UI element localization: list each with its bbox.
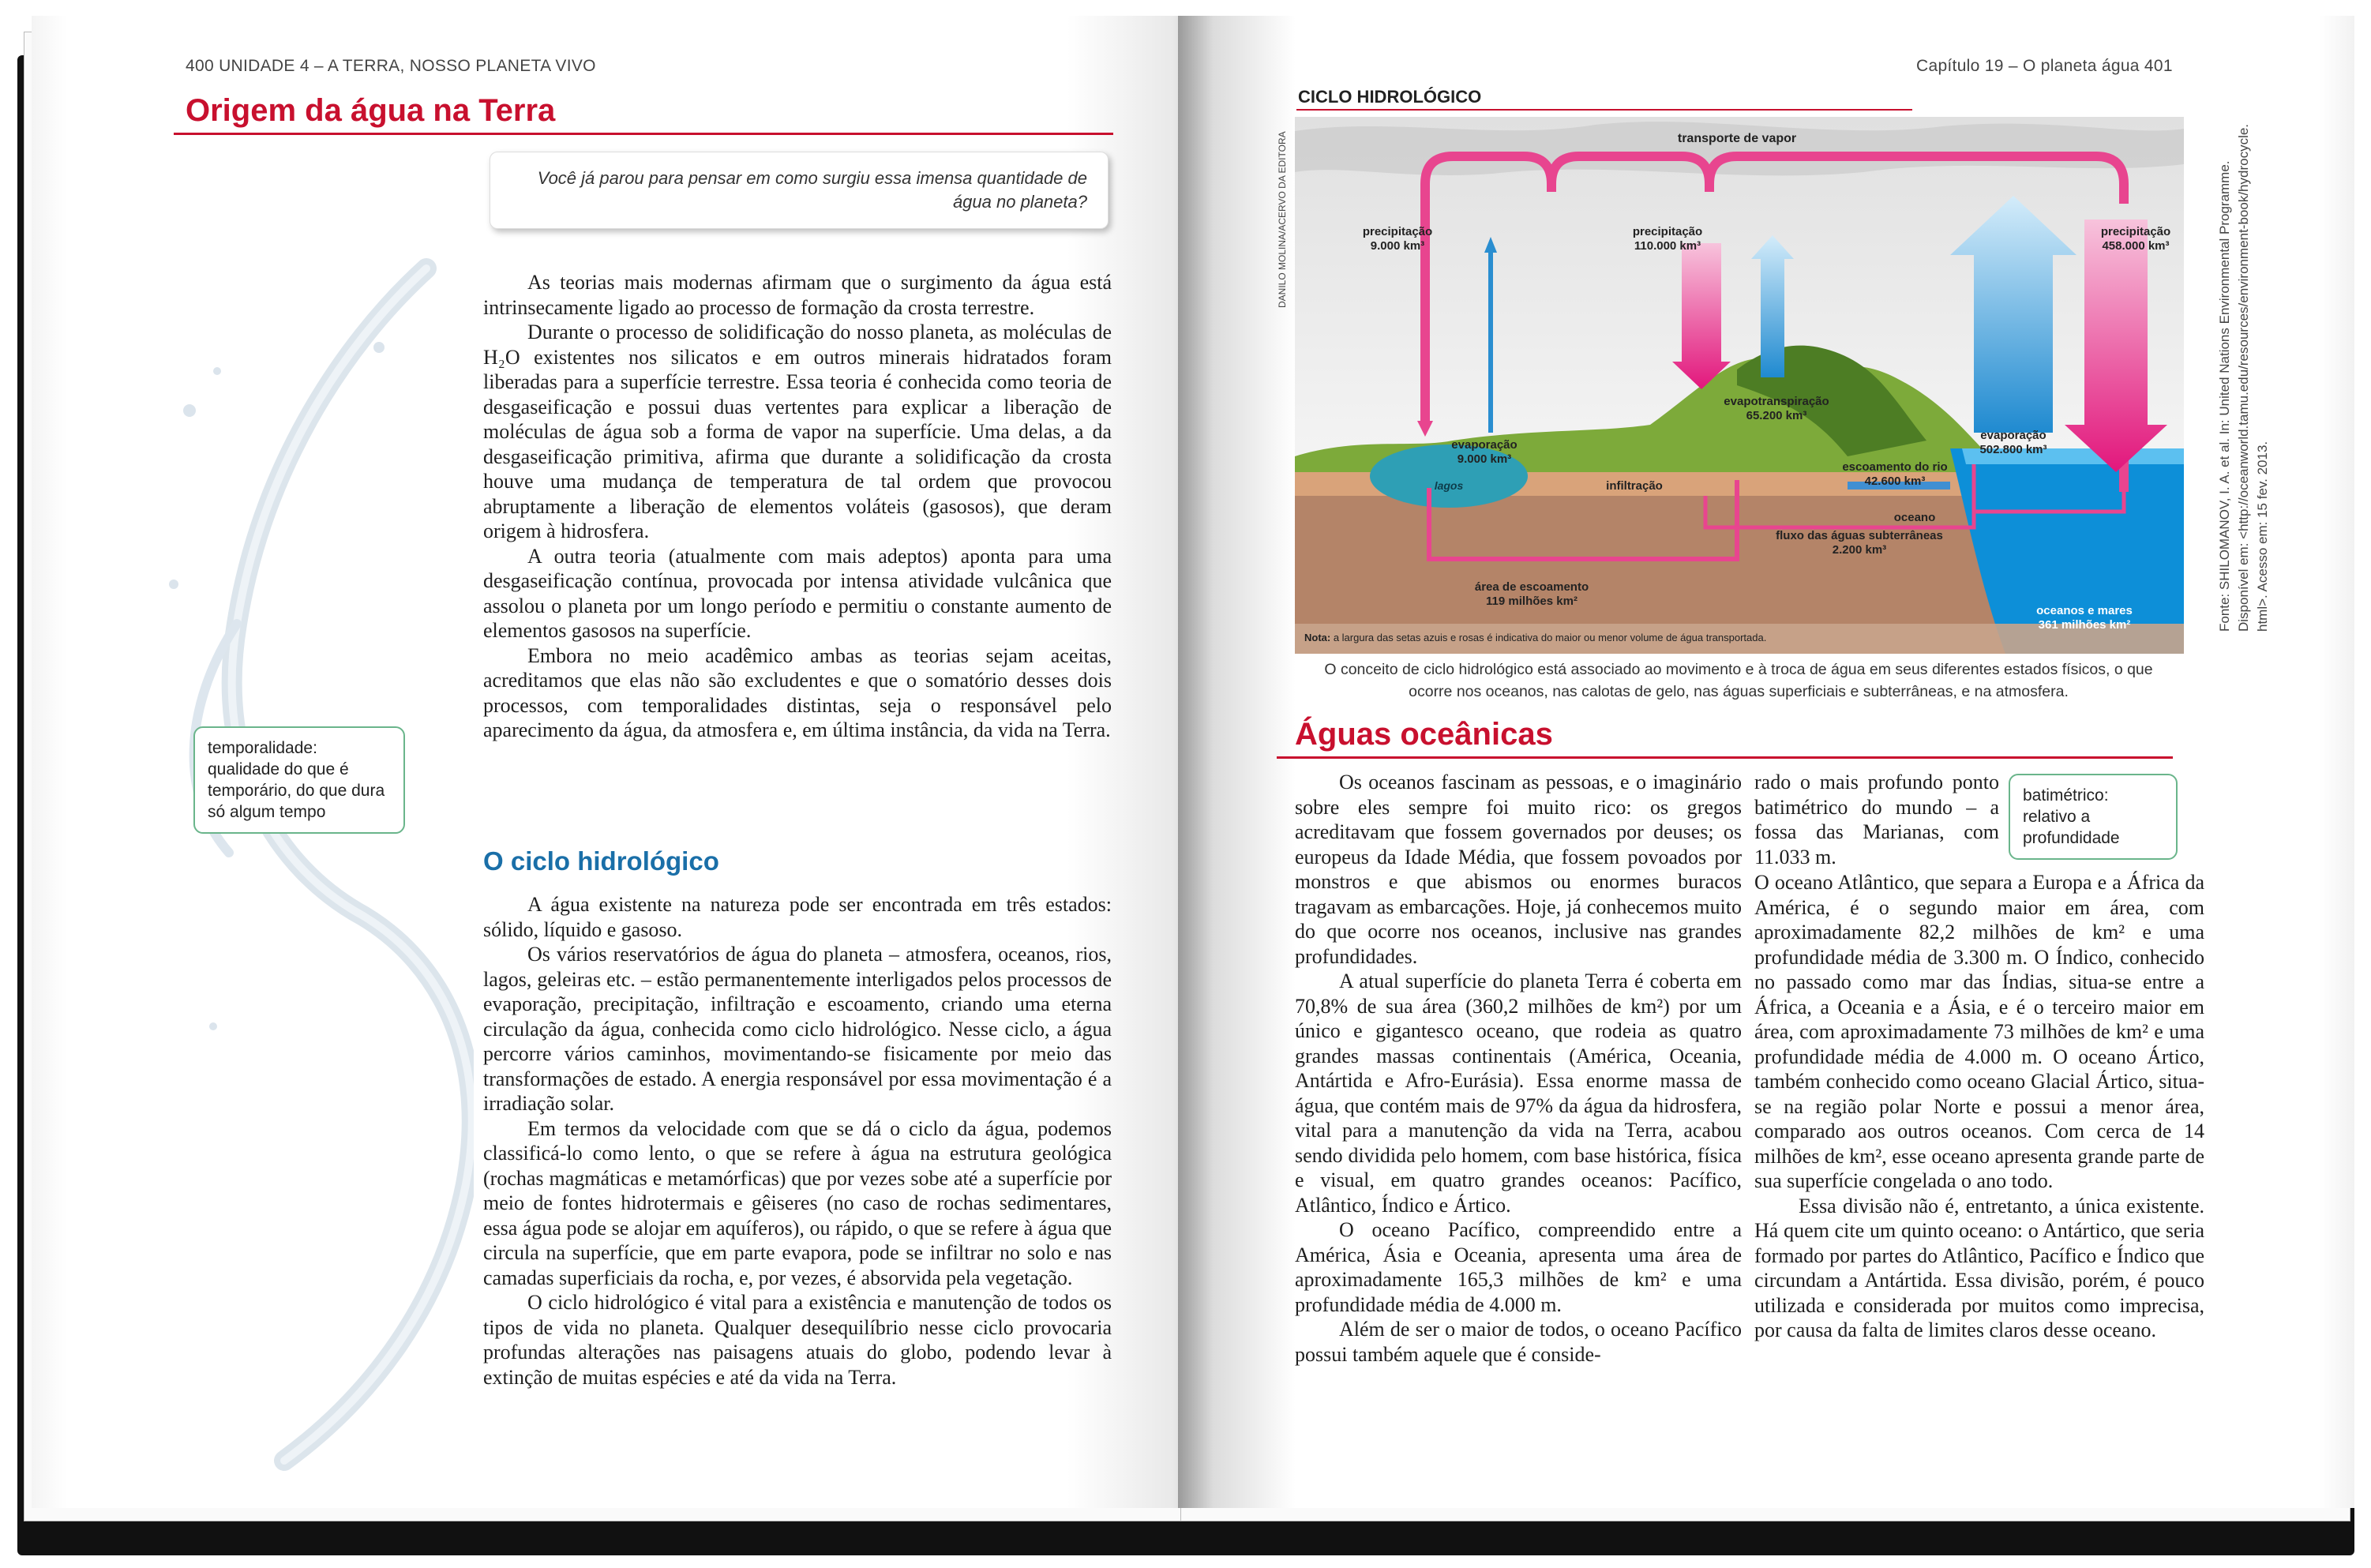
paragraph: Em termos da velocidade com que se dá o ciclo da água, podemos classificá-lo como lento, o que se refere à água na estrutura geológica (rochas magmáticas e metamórficas) que por vezes sobe até a superfície por meio de fontes hidrotermais e gêiseres (no caso de rochas sedimentares, essa água pode se alojar em aquíferos), ou rápido, o que se refere à água que circula na superfície, que em parte evapora, pode se infiltrar no solo e nas camadas superficiais da rocha, e, por vezes, é absorvida pela vegetação. (483, 1116, 1112, 1289)
note-label: Nota: (1304, 632, 1331, 643)
paragraph: rado o mais profundo ponto batimétrico do mundo – a fossa das Marianas, com 11.033 m. (1754, 771, 1999, 868)
figure-source-line-1: Fonte: SHILOMANOV, I. A. et al. In: United Nations Environmental Programme. (2217, 160, 2232, 632)
value-evapotranspiration: 65.200 km³ (1746, 409, 1807, 422)
illustrator-credit: DANILO MOLINA/ACERVO DA EDITORA (1277, 131, 1288, 308)
value-evaporation-1: 9.000 km³ (1457, 452, 1512, 466)
oceans-column-1 (1295, 770, 1742, 1367)
figure-source-line-2: Disponível em: <http://oceanworld.tamu.edu/resources/environment-book/hydrocycle. (2236, 123, 2251, 632)
water-splash-illustration (142, 253, 474, 1484)
note-text: a largura das setas azuis e rosas é indicativa do maior ou menor volume de água transportada. (1330, 632, 1767, 643)
paragraph: Os vários reservatórios de água do planeta – atmosfera, oceanos, rios, lagos, geleiras etc. – estão permanentemente interligados pelos processos de evaporação, precipitação, infiltração e escoamento, criando uma eterna circulação da água, conhecida como ciclo hidrológico. Nesse ciclo, a água percorre vários caminhos, movimentando-se fisicamente por meio das transformações de estado. A energia responsável por essa movimentação é a irradiação solar. (483, 943, 1112, 1115)
section-title-oceans: Águas oceânicas (1295, 717, 1553, 752)
paragraph: A água existente na natureza pode ser encontrada em três estados: sólido, líquido e gasoso. (483, 893, 1112, 941)
oceans-column-2-top (1754, 770, 1999, 869)
section-title-rule (1277, 756, 2173, 759)
paragraph: Durante o processo de solidificação do nosso planeta, as moléculas de H₂O existentes nos silicatos e em outros minerais hidratados foram liberadas para a superfície terrestre. Essa teoria é conhecida como teoria de desgaseificação e possui duas vertentes para explicar a liberação de moléculas de água sob a forma de vapor na superfície. Uma delas, a da desgaseificação primitiva, afirma que durante a solidificação da crosta houve uma mudança de temperatura de tal ordem que provocou abruptamente a liberação de elementos voláteis (gasosos), que deram origem à hidrosfera. (483, 321, 1112, 542)
label-evaporation-1: evaporação (1451, 438, 1518, 452)
precipitation-arrow-1 (1422, 235, 1428, 425)
value-groundwater-flow: 2.200 km³ (1832, 543, 1887, 557)
cycle-body-text (483, 892, 1112, 1390)
label-evapotranspiration: evapotranspiração (1724, 395, 1829, 408)
hydrological-cycle-diagram (1295, 117, 2184, 654)
figure-title: CICLO HIDROLÓGICO (1298, 87, 1482, 107)
value-oceans-seas: 361 milhões km² (2038, 618, 2131, 632)
paragraph: O oceano Pacífico, compreendido entre a América, Ásia e Oceania, apresenta uma área de aproximadamente 165,3 milhões de km² e uma profundidade média de 4.000 m. (1295, 1218, 1742, 1316)
paragraph: A outra teoria (atualmente com mais adeptos) aponta para uma desgaseificação contínua, provocada por intensa atividade vulcânica que assolou o planeta por um longo período e permitiu o constante aumento de elementos gasosos na superfície. (483, 544, 1112, 642)
figure-title-rule (1296, 109, 1912, 111)
label-evaporation-2: evaporação (1980, 429, 2046, 442)
diagram-note (1304, 632, 1766, 643)
label-precipitation-2: precipitação (1632, 225, 1703, 238)
label-oceans-seas: oceanos e mares (2036, 604, 2133, 617)
paragraph: As teorias mais modernas afirmam que o surgimento da água está intrinsecamente ligado ao processo de formação da crosta terrestre. (483, 271, 1112, 319)
left-page (32, 16, 1208, 1508)
paragraph: Os oceanos fascinam as pessoas, e o imaginário sobre eles sempre foi muito rico: os gregos acreditavam que fossem governados por deuses; os europeus da Idade Média, que fossem povoados por monstros e que abismos ou enormes buracos tragavam as embarcações. Hoje, já conhecemos muito do que ocorre nos oceanos, inclusive nas grandes profundidades. (1295, 771, 1742, 968)
figure-caption: O conceito de ciclo hidrológico está associado ao movimento e à troca de água em seus diferentes estados físicos, o que ocorre nos oceanos, nas calotas de gelo, nas águas superficiais e subterrâneas, e na atmosfera. (1324, 661, 2153, 700)
oceans-column-2 (1754, 870, 2204, 1343)
paragraph: Embora no meio acadêmico ambas as teorias sejam aceitas, acreditamos que elas não são excludentes e que o somatório desses dois processos, com temporalidades distintas, seja o responsável pelo aparecimento da água, da atmosfera e, em última instância, da vida na Terra. (483, 643, 1112, 741)
value-precipitation-3: 458.000 km³ (2102, 239, 2170, 253)
label-ocean: oceano (1893, 511, 1936, 524)
value-evaporation-2: 502.800 km³ (1979, 443, 2047, 456)
label-river-runoff: escoamento do rio (1842, 460, 1948, 474)
label-groundwater-flow: fluxo das águas subterrâneas (1776, 529, 1943, 542)
subsection-title-cycle: O ciclo hidrológico (483, 846, 719, 876)
label-infiltration: infiltração (1606, 479, 1663, 493)
paragraph: O ciclo hidrológico é vital para a existência e manutenção de todos os tipos de vida no planeta. Qualquer desequilíbrio nesse ciclo provocaria profundas alterações nas paisagens atuais do globo, podendo levar à extinção de muitas espécies e até da vida na Terra. (483, 1291, 1112, 1389)
paragraph: Essa divisão não é, entretanto, a única existente. Há quem cite um quinto oceano: o Antártico, que seria formado por partes do Atlântico, Pacífico e Índico que circundam a Antártida. Essa divisão, porém, é pouco utilizada e considerada por muitos como imprecisa, por causa da falta de limites claros desse oceano. (1754, 1194, 2204, 1341)
running-head-left: 400 UNIDADE 4 – A TERRA, NOSSO PLANETA VIVO (186, 57, 596, 75)
figure-source-line-3: html>. Acesso em: 15 fev. 2013. (2255, 441, 2270, 632)
value-precipitation-2: 110.000 km³ (1634, 239, 1701, 253)
running-head-right: Capítulo 19 – O planeta água 401 (1916, 57, 2173, 75)
label-vapor-transport: transporte de vapor (1677, 132, 1797, 145)
intro-question-callout: Você já parou para pensar em como surgiu essa imensa quantidade de água no planeta? (490, 152, 1109, 229)
label-precipitation-1: precipitação (1362, 225, 1433, 238)
paragraph: O oceano Atlântico, que separa a Europa e a África da América, é o segundo maior em área, com aproximadamente 82,2 milhões de km² e uma profundidade média de 3.300 m. O Índico, conhecido no passado como mar das Índias, situa-se entre a África, a Oceania e a Ásia, e é o terceiro maior em área, com aproximadamente 73 milhões de km² e uma profundidade média de 4.000 m. O oceano Ártico, também conhecido como oceano Glacial Ártico, situa-se na região polar Norte e possui a menor área, comparado aos outros oceanos. Com cerca de 14 milhões de km², esse oceano apresenta grande parte de sua superfície congelada o ano todo. (1754, 871, 2204, 1192)
label-lakes: lagos (1434, 479, 1464, 492)
origin-body-text (483, 270, 1112, 743)
evaporation-arrow-1 (1488, 251, 1493, 433)
section-title-rule (174, 133, 1113, 135)
value-river-runoff: 42.600 km³ (1864, 475, 1926, 488)
paragraph: Além de ser o maior de todos, o oceano Pacífico possui também aquele que é conside- (1295, 1318, 1742, 1366)
right-page (1178, 16, 2354, 1508)
section-title-origin: Origem da água na Terra (186, 93, 556, 128)
glossary-box-batimetrico: batimétrico: relativo a profundidade (2009, 774, 2178, 860)
paragraph: A atual superfície do planeta Terra é coberta em 70,8% de sua área (360,2 milhões de km²) por um único e gigantesco oceano, que rodeia as quatro grandes massas continentais (América, Oceania, Antártida e Afro-Eurásia). Essa enorme massa de água, que contém mais de 97% da água da hidrosfera, vital para a manutenção da vida na Terra, acabou sendo dividida pelo homem, com base histórica, física e visual, em quatro grandes oceanos: Pacífico, Atlântico, Índico e Ártico. (1295, 970, 1742, 1217)
label-precipitation-3: precipitação (2100, 225, 2171, 238)
label-runoff-area: área de escoamento (1474, 580, 1589, 594)
value-runoff-area: 119 milhões km² (1486, 595, 1578, 608)
glossary-box-temporalidade: temporalidade: qualidade do que é temporário, do que dura só algum tempo (193, 726, 405, 834)
value-precipitation-1: 9.000 km³ (1370, 239, 1425, 253)
